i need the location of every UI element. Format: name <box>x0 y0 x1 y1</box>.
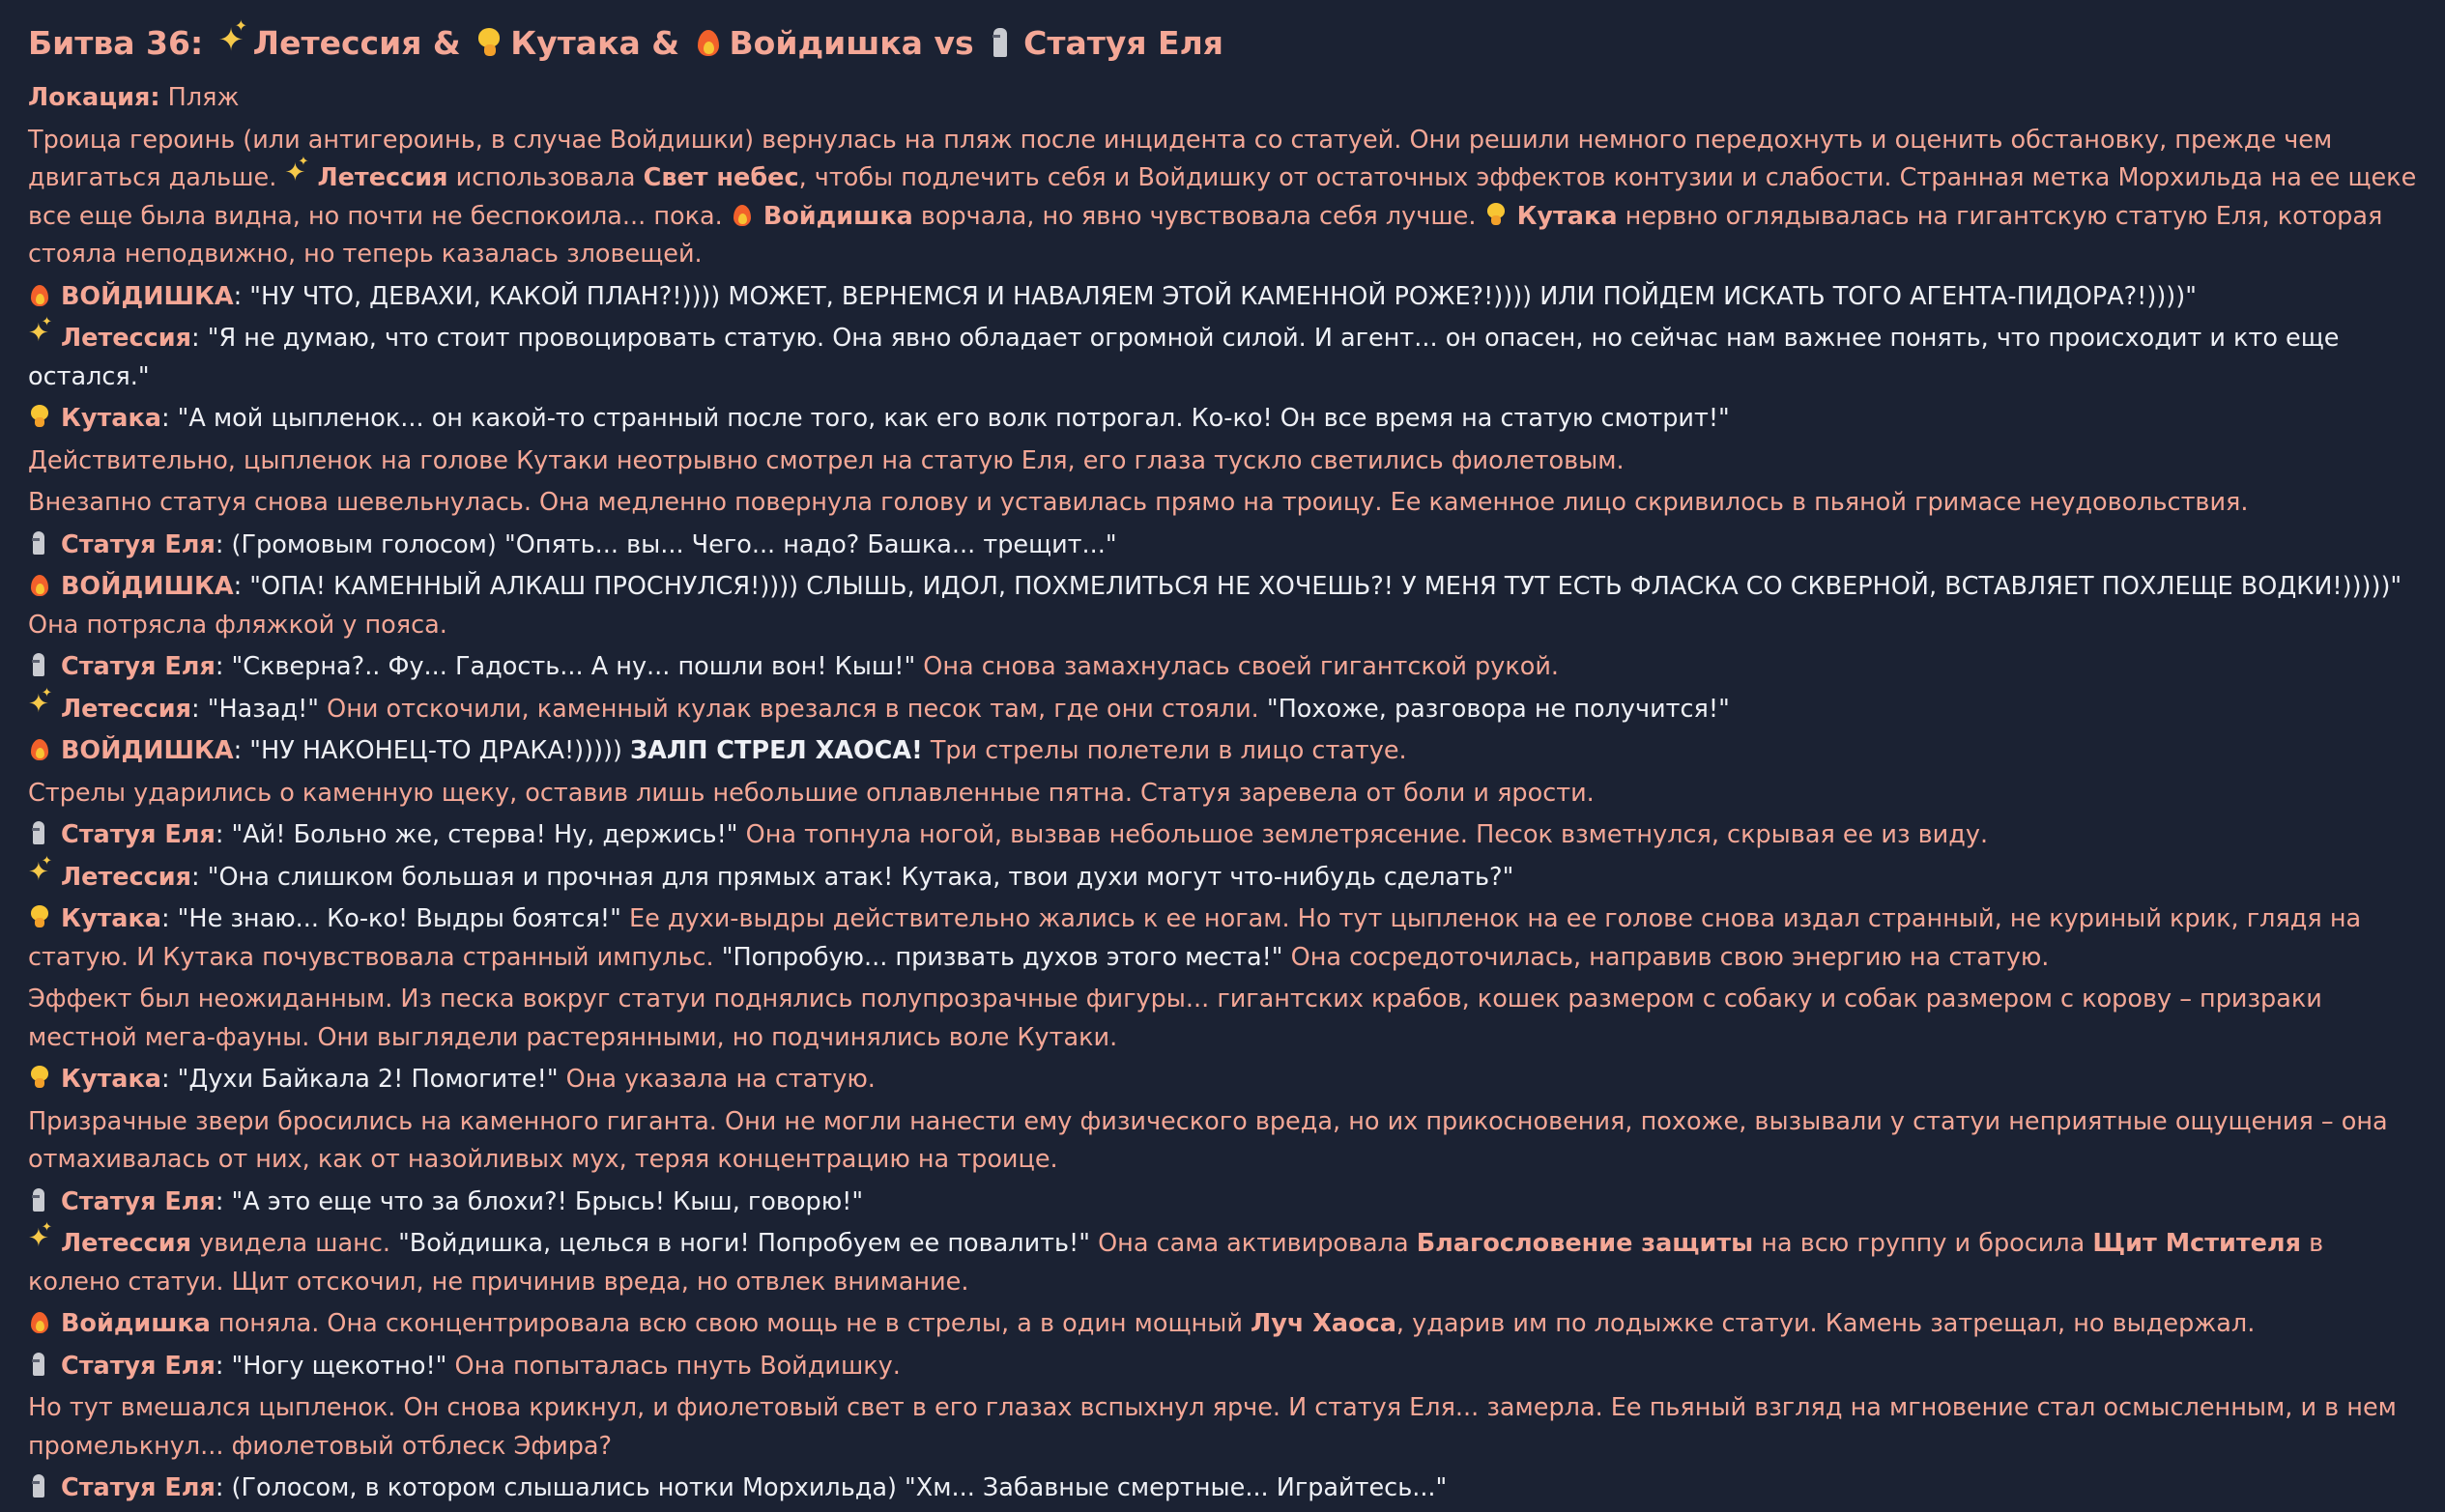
narration: Она указала на статую. <box>565 1065 876 1094</box>
speech: "Войдишка, целься в ноги! Попробуем ее повалить!" <box>398 1229 1090 1258</box>
speaker-name: Статуя Еля <box>61 652 216 681</box>
battle-heading <box>28 15 2420 71</box>
dialogue-line <box>28 1225 2420 1301</box>
narration: Ее духи-выдры действительно жались к ее ногам. Но тут цыпленок на ее голове снова издал странный, не куриный крик, глядя на статую. И Кутака почувствовала странный импульс. <box>28 904 2362 972</box>
skill-name: Благословение защиты <box>1416 1229 1754 1258</box>
statue-icon <box>28 1186 51 1213</box>
dialogue-line <box>28 568 2420 644</box>
and-separator: & <box>651 24 680 62</box>
narration-line: Действительно, цыпленок на голове Кутаки неотрывно смотрел на статую Еля, его глаза тускло светились фиолетовым. <box>28 445 1625 475</box>
narration: Троица героинь (или антигероинь, в случае Войдишки) вернулась на пляж после инцидента со статуей. Они решили немного передохнуть и оценить обстановку, прежде чем двигаться дальше. <box>28 125 2333 192</box>
narration: Они отскочили, каменный кулак врезался в песок там, где они стояли. <box>327 694 1259 724</box>
speaker-name: Статуя Еля <box>61 1351 216 1381</box>
narration: использовала <box>455 163 636 192</box>
narration-line: Стрелы ударились о каменную щеку, оставив лишь небольшие оплавленные пятна. Статуя заревела от боли и ярости. <box>28 778 1595 808</box>
chick-icon <box>28 403 51 430</box>
speech: : (Громовым голосом) "Опять... вы... Чего... надо? Башка... трещит..." <box>215 529 1117 559</box>
narration-line: Но тут вмешался цыпленок. Он снова крикнул, и фиолетовый свет в его глазах вспыхнул ярче. И статуя Еля... замерла. Ее пьяный взгляд на мгновение стал осмысленным, и в нем промелькнул... фиолетовый отблеск Эфира? <box>28 1393 2397 1461</box>
skill-name: Свет небес <box>643 163 799 192</box>
narration: , чтобы подлечить себя и Войдишку от остаточных эффектов контузии и слабости. Странная метка Морхильда на ее щеке все еще была видна, но почти не беспокоила... пока. <box>28 163 2417 231</box>
fire-icon <box>28 571 51 598</box>
hero-kutaka: Кутака <box>510 24 641 62</box>
chick-icon <box>1484 201 1508 228</box>
sparkles-icon <box>28 323 51 350</box>
speech: : "НУ НАКОНЕЦ-ТО ДРАКА!))))) <box>233 736 622 765</box>
narration: нервно оглядывалась на гигантскую статую Еля, которая стояла неподвижно, но теперь казалась зловещей. <box>28 201 2383 269</box>
narration: Она сама активировала <box>1098 1229 1409 1258</box>
narration: , ударив им по лодыжке статуи. Камень затрещал, но выдержал. <box>1395 1309 2256 1338</box>
fire-icon <box>28 281 51 308</box>
location-label: Локация: <box>28 83 160 112</box>
dialogue-line <box>28 278 2420 317</box>
hero-letessia: Летессия <box>252 24 422 62</box>
enemy-statue: Статуя Еля <box>1023 24 1223 62</box>
narration-line: Внезапно статуя снова шевельнулась. Она медленно повернула голову и уставилась прямо на троицу. Ее каменное лицо скривилось в пьяной гримасе неудовольствия. <box>28 488 2249 517</box>
statue-icon <box>28 819 51 846</box>
dialogue-line <box>28 1184 2420 1222</box>
dialogue-line <box>28 691 2420 729</box>
narration-line: Призрачные звери бросились на каменного гиганта. Они не могли нанести ему физического вреда, но их прикосновения, похоже, вызывали у статуи неприятные ощущения – она отмахивалась от них, как от назойливых мух, теряя концентрацию на троице. <box>28 1106 2388 1174</box>
fire-icon <box>731 201 754 228</box>
narration: Она попыталась пнуть Войдишку. <box>454 1351 901 1381</box>
speaker-name: Летессия <box>61 1229 192 1258</box>
statue-icon <box>28 651 51 678</box>
speech: : (Голосом, в котором слышались нотки Морхильда) "Хм... Забавные смертные... Играйтесь..." <box>215 1473 1448 1502</box>
speech: : "Скверна?.. Фу... Гадость... А ну... пошли вон! Кыш!" <box>215 652 916 681</box>
speech: : "Ай! Больно же, стерва! Ну, держись!" <box>215 820 738 849</box>
dialogue-line <box>28 527 2420 565</box>
sparkles-icon <box>284 162 307 189</box>
chick-icon <box>475 26 503 59</box>
speech: : "Она слишком большая и прочная для прямых атак! Кутака, твои духи могут что-нибудь сделать?" <box>191 862 1514 892</box>
speech: : "Духи Байкала 2! Помогите!" <box>160 1065 559 1094</box>
chat-message <box>28 15 2420 1512</box>
top-strip <box>0 0 2445 6</box>
narration-line: Эффект был неожиданным. Из песка вокруг статуи поднялись полупрозрачные фигуры... гигантских крабов, кошек размером с собаку и собак размером с корову – призраки местной мега-фауны. Они выглядели растерянными, но подчинялись воле Кутаки. <box>28 984 2322 1052</box>
narration: Она сосредоточилась, направив свою энергию на статую. <box>1290 942 2050 972</box>
speaker-name: Кутака <box>61 1065 161 1094</box>
statue-icon <box>989 26 1016 59</box>
speech: "Попробую... призвать духов этого места!" <box>721 942 1283 972</box>
fire-icon <box>28 1308 51 1335</box>
narration: увидела шанс. <box>199 1229 390 1258</box>
statue-icon <box>28 1351 51 1378</box>
skill-name: Щит Мстителя <box>2092 1229 2301 1258</box>
speech: : "Назад!" <box>191 694 320 724</box>
narration: Три стрелы полетели в лицо статуе. <box>930 736 1407 765</box>
speaker-name: Кутака <box>61 904 161 933</box>
dialogue-line <box>28 1305 2420 1344</box>
chick-icon <box>28 903 51 930</box>
speaker-name: Статуя Еля <box>61 529 216 559</box>
narration: Она снова замахнулась своей гигантской рукой. <box>923 652 1560 681</box>
dialogue-line <box>28 1061 2420 1099</box>
statue-icon <box>28 1472 51 1499</box>
speech: "Похоже, разговора не получится!" <box>1266 694 1730 724</box>
narration: ворчала, но явно чувствовала себя лучше. <box>920 201 1477 231</box>
location-value: Пляж <box>167 83 240 112</box>
speaker-name: Кутака <box>1516 201 1618 231</box>
sparkles-icon <box>218 26 245 59</box>
narration: на всю группу и бросила <box>1761 1229 2085 1258</box>
dialogue-line <box>28 816 2420 855</box>
dialogue-line <box>28 900 2420 977</box>
dialogue-line <box>28 1348 2420 1386</box>
fire-icon <box>695 26 722 59</box>
location-line <box>28 79 2420 118</box>
dialogue-line <box>28 400 2420 439</box>
speech: : "НУ ЧТО, ДЕВАХИ, КАКОЙ ПЛАН?!)))) МОЖЕТ, ВЕРНЕМСЯ И НАВАЛЯЕМ ЭТОЙ КАМЕННОЙ РОЖЕ?!)))) ИЛИ ПОЙДЕМ ИСКАТЬ ТОГО АГЕНТА-ПИДОРА?!))))" <box>233 281 2197 311</box>
sparkles-icon <box>28 694 51 721</box>
narration: в колено статуи. Щит отскочил, не причинив вреда, но отвлек внимание. <box>28 1229 2324 1297</box>
speaker-name: Летессия <box>61 862 192 892</box>
speech: : "Не знаю... Ко-ко! Выдры боятся!" <box>160 904 621 933</box>
speaker-name: Летессия <box>317 163 448 192</box>
speaker-name: Войдишка <box>762 201 913 231</box>
speaker-name: Статуя Еля <box>61 1186 216 1216</box>
speech: : "Я не думаю, что стоит провоцировать статую. Она явно обладает огромной силой. И агент... он опасен, но сейчас нам важнее понять, что происходит и кто еще остался." <box>28 324 2340 391</box>
chick-icon <box>28 1064 51 1091</box>
hero-voidishka: Войдишка <box>729 24 923 62</box>
narration: Она потрясла фляжкой у пояса. <box>28 610 447 640</box>
speaker-name: Войдишка <box>61 1309 211 1338</box>
narration: поняла. Она сконцентрировала всю свою мощь не в стрелы, а в один мощный <box>218 1309 1243 1338</box>
speaker-name: Статуя Еля <box>61 1473 216 1502</box>
speech: : "А мой цыпленок... он какой-то странный после того, как его волк потрогал. Ко-ко! Он все время на статую смотрит!" <box>160 404 1730 433</box>
statue-icon <box>28 529 51 556</box>
speaker-name: Статуя Еля <box>61 820 216 849</box>
dialogue-line <box>28 732 2420 771</box>
dialogue-line <box>28 648 2420 687</box>
narration: Она топнула ногой, вызвав небольшое землетрясение. Песок взметнулся, скрывая ее из виду. <box>745 820 1989 849</box>
intro-paragraph <box>28 122 2420 274</box>
speaker-name: Кутака <box>61 404 161 433</box>
speaker-name: ВОЙДИШКА <box>61 572 234 601</box>
speaker-name: ВОЙДИШКА <box>61 281 234 311</box>
skill-name: Луч Хаоса <box>1251 1309 1396 1338</box>
fire-icon <box>28 735 51 762</box>
and-separator: & <box>432 24 461 62</box>
dialogue-line <box>28 1469 2420 1508</box>
speaker-name: Летессия <box>61 324 192 353</box>
battle-number: Битва 36: <box>28 24 204 62</box>
dialogue-line <box>28 320 2420 396</box>
speaker-name: ВОЙДИШКА <box>61 736 234 765</box>
speech: : "Ногу щекотно!" <box>215 1351 447 1381</box>
speech: : "А это еще что за блохи?! Брысь! Кыш, говорю!" <box>215 1186 864 1216</box>
sparkles-icon <box>28 862 51 889</box>
speech: : "ОПА! КАМЕННЫЙ АЛКАШ ПРОСНУЛСЯ!)))) СЛЫШЬ, ИДОЛ, ПОХМЕЛИТЬСЯ НЕ ХОЧЕШЬ?! У МЕНЯ ТУТ ЕСТЬ ФЛАСКА СО СКВЕРНОЙ, ВСТАВЛЯЕТ ПОХЛЕЩЕ ВОДКИ!)))))" <box>233 572 2402 601</box>
versus-label: vs <box>934 24 974 62</box>
speaker-name: Летессия <box>61 694 192 724</box>
dialogue-line <box>28 859 2420 898</box>
skill-name: ЗАЛП СТРЕЛ ХАОСА! <box>630 736 923 765</box>
sparkles-icon <box>28 1228 51 1255</box>
